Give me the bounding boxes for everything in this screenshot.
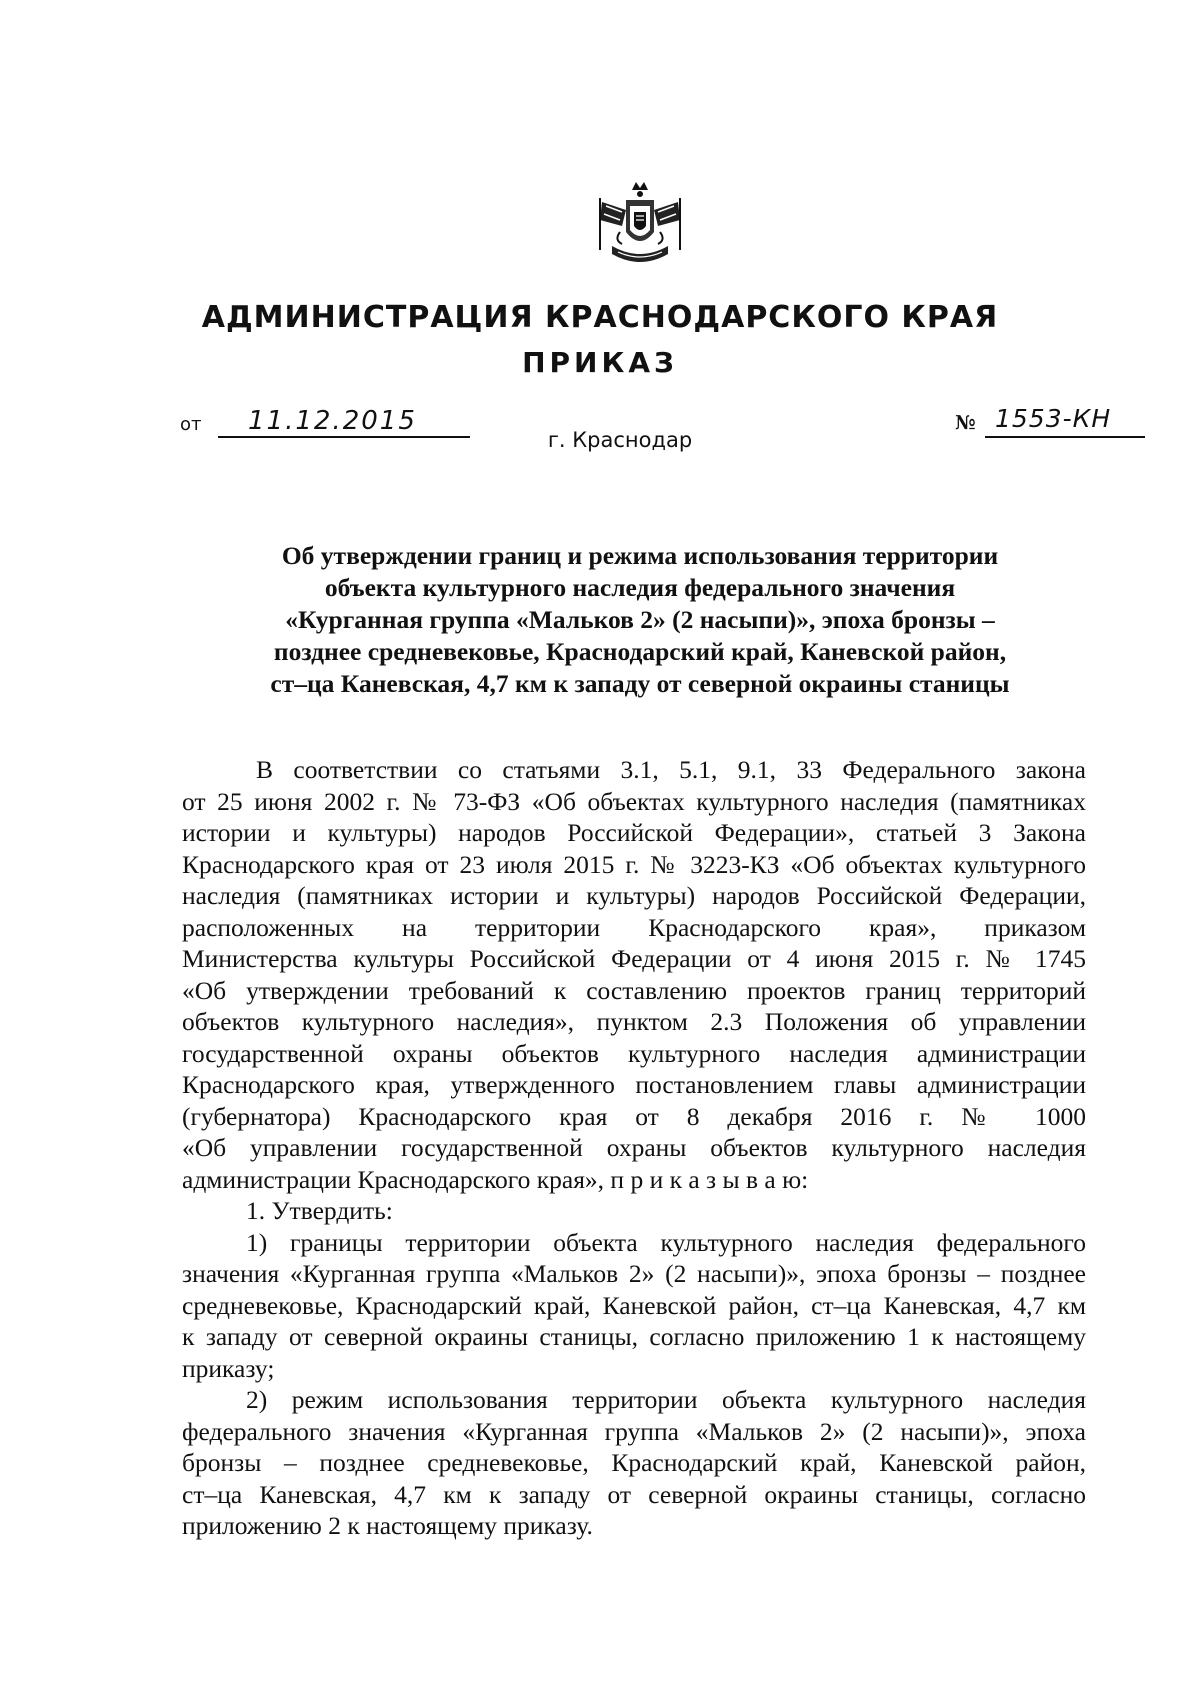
body-line: ст–ца Каневская, 4,7 км к западу от северной окраины станицы, согласно bbox=[182, 1479, 1086, 1509]
body-line: к западу от северной окраины станицы, согласно приложению 1 к настоящему bbox=[182, 1322, 1086, 1351]
body-line: средневековье, Краснодарский край, Каневской район, ст–ца Каневская, 4,7 км bbox=[182, 1290, 1086, 1320]
body-line: объектов культурного наследия», пунктом 2.3 Положения об управлении bbox=[182, 1007, 1086, 1036]
date-prefix: от bbox=[180, 414, 202, 435]
body-line: от 25 июня 2002 г. № 73-ФЗ «Об объектах культурного наследия (памятниках bbox=[182, 786, 1086, 816]
number-field bbox=[955, 404, 1145, 442]
date-value: 11.12.2015 bbox=[218, 406, 470, 438]
body-line: приказу; bbox=[182, 1353, 275, 1383]
body-line: «Об утверждении требований к составлению проектов границ территорий bbox=[182, 975, 1086, 1005]
subject-line: «Курганная группа «Мальков 2» (2 насыпи)», эпоха бронзы – bbox=[285, 605, 995, 634]
body-line: приложению 2 к настоящему приказу. bbox=[182, 1511, 593, 1540]
body-line: (губернатора) Краснодарского края от 8 декабря 2016 г. № 1000 bbox=[182, 1101, 1086, 1131]
subject-line: Об утверждении границ и режима использования территории bbox=[281, 541, 999, 570]
document-subject bbox=[200, 540, 1080, 700]
document-type: ПРИКАЗ bbox=[522, 346, 678, 379]
body-line: Краснодарского края от 23 июля 2015 г. № 3223-КЗ «Об объектах культурного bbox=[182, 849, 1086, 879]
document-body bbox=[182, 754, 1086, 1542]
body-line: бронзы – позднее средневековье, Краснодарский край, Каневской район, bbox=[182, 1448, 1086, 1477]
number-prefix: № bbox=[955, 412, 976, 434]
body-line: федерального значения «Курганная группа «Мальков 2» (2 насыпи)», эпоха bbox=[182, 1416, 1086, 1446]
body-line: государственной охраны объектов культурного наследия администрации bbox=[182, 1038, 1086, 1068]
city-label: г. Краснодар bbox=[547, 428, 693, 452]
body-line: 1. Утвердить: bbox=[246, 1196, 393, 1225]
subject-line: позднее средневековье, Краснодарский край, Каневской район, bbox=[273, 637, 1007, 666]
body-line: истории и культуры) народов Российской Федерации», статьей 3 Закона bbox=[182, 818, 1086, 847]
body-line: расположенных на территории Краснодарского края», приказом bbox=[182, 912, 1086, 942]
subject-line: ст–ца Каневская, 4,7 км к западу от северной окраины станицы bbox=[270, 669, 1010, 698]
organization-title: АДМИНИСТРАЦИЯ КРАСНОДАРСКОГО КРАЯ bbox=[201, 300, 999, 335]
subject-line: объекта культурного наследия федерального значения bbox=[324, 573, 956, 602]
coat-of-arms-icon bbox=[592, 180, 688, 272]
body-line: Министерства культуры Российской Федерации от 4 июня 2015 г. № 1745 bbox=[182, 944, 1086, 973]
body-line: 2) режим использования территории объекта культурного наследия bbox=[246, 1385, 1086, 1414]
number-value: 1553-КН bbox=[985, 404, 1145, 438]
body-line: В соответствии со статьями 3.1, 5.1, 9.1, 33 Федерального закона bbox=[256, 755, 1086, 784]
body-line: Краснодарского края, утвержденного постановлением главы администрации bbox=[182, 1070, 1086, 1099]
body-line: «Об управлении государственной охраны объектов культурного наследия bbox=[182, 1133, 1086, 1162]
body-line: наследия (памятниках истории и культуры) народов Российской Федерации, bbox=[182, 881, 1086, 910]
body-line: администрации Краснодарского края», п р и к а з ы в а ю: bbox=[182, 1164, 809, 1194]
body-line: значения «Курганная группа «Мальков 2» (2 насыпи)», эпоха бронзы – позднее bbox=[182, 1259, 1086, 1288]
body-line: 1) границы территории объекта культурного наследия федерального bbox=[246, 1227, 1086, 1257]
